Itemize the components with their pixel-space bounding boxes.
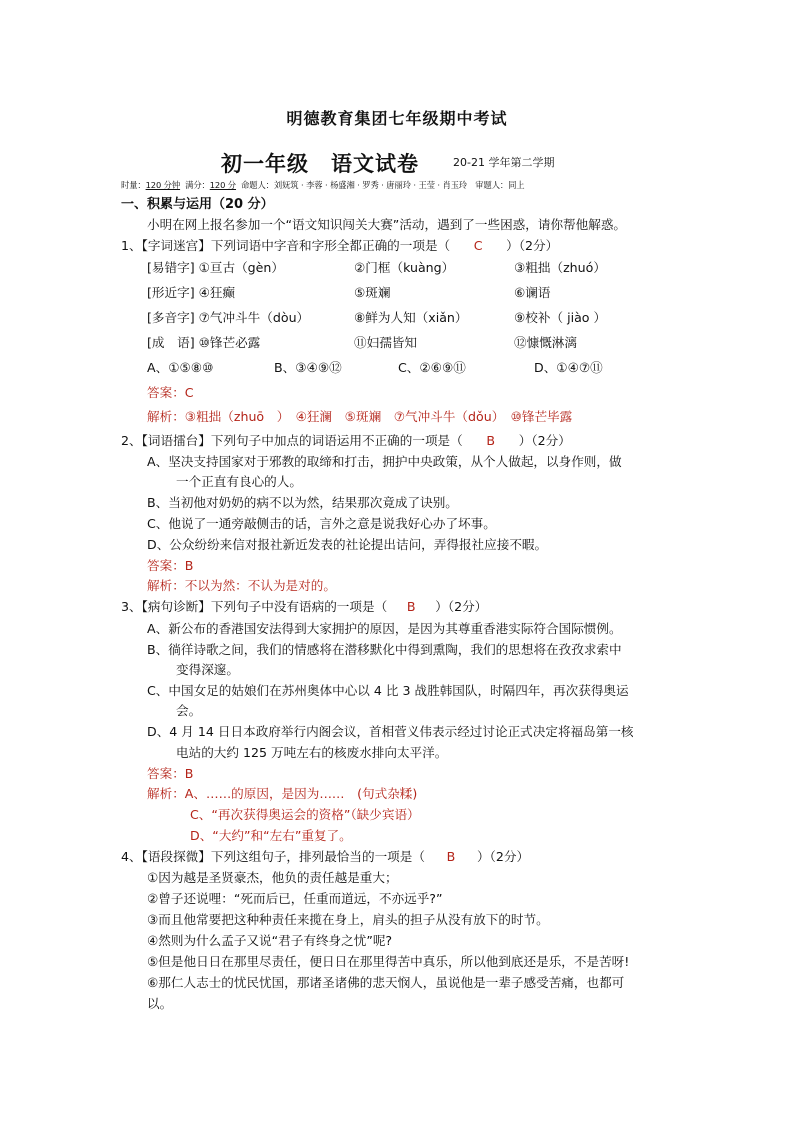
question-4-stem [121,847,529,867]
q1-row-2-col-1: [形近字] ④狂癫 [147,285,236,300]
score-value: 120 分 [209,180,237,190]
q1-option-b: B、③④⑨⑫ [274,360,342,375]
stem-text: 2、【词语擂台】下列句子中加点的词语运用不正确的一项是（ [121,433,463,448]
q1-row-1-col-3: ③粗拙（zhuó） [514,260,606,275]
question-1-stem [121,236,558,256]
stem-tail: ）（2分） [435,599,488,614]
q3-analysis-d: D、“大约”和“左右”重复了。 [190,828,352,843]
q3-option-b-line-1: B、徜徉诗歌之间，我们的情感将在潜移默化中得到熏陶，我们的思想将在孜孜求索中 [147,642,622,657]
q2-option-b: B、当初他对奶奶的病不以为然，结果那次竟成了诀别。 [147,495,458,510]
q4-sentence-6-line-2: 以。 [147,996,173,1011]
exam-meta [121,179,524,191]
q4-sentence-2: ②曾子还说哩：“死而后已，任重而道远，不亦远乎?” [147,891,443,906]
q4-sentence-1: ①因为越是圣贤豪杰，他负的责任越是重大； [147,870,398,885]
question-3-stem [121,597,487,617]
q3-option-d-line-1: D、4 月 14 日日本政府举行内阁会议，首相菅义伟表示经过讨论正式决定将福岛第一核 [147,724,634,739]
q4-sentence-3: ③而且他常要把这种种责任来揽在身上，肩头的担子从没有放下的时节。 [147,912,549,927]
stem-tail: ）（2分） [506,238,559,253]
q2-option-a-line-2: 一个正直有良心的人。 [176,474,302,489]
q3-analysis-c: C、“再次获得奥运会的资格”（缺少宾语） [190,807,420,822]
q1-row-1-col-1: [易错字] ①亘古（gèn） [147,260,285,275]
q3-option-c-line-2: 会。 [176,703,202,718]
q1-row-4-col-3: ⑫慷慨淋漓 [514,335,577,350]
score-label: 满分： [185,180,210,190]
q2-option-c: C、他说了一通旁敲侧击的话，言外之意是说我好心办了坏事。 [147,516,496,531]
q3-option-c-line-1: C、中国女足的姑娘们在苏州奥体中心以 4 比 3 战胜韩国队，时隔四年，再次获得奥运 [147,683,629,698]
setters: 命题人：刘妩筑 · 李蓉 · 杨盛湘 · 罗秀 · 唐丽玲 · 王莹 · 肖玉玲 审题人：同上 [241,180,525,190]
q4-sentence-6-line-1: ⑥那仁人志士的忧民忧国，那诸圣诸佛的悲天悯人，虽说他是一辈子感受苦痛，也都可 [147,975,625,990]
q1-row-2-col-3: ⑥谰语 [514,285,551,300]
q1-row-4-col-1: [成 语] ⑩锋芒必露 [147,335,261,350]
q3-answer: 答案：B [147,766,194,781]
stem-text: 4、【语段探微】下列这组句子，排列最恰当的一项是（ [121,849,425,864]
q2-option-d: D、公众纷纷来信对报社新近发表的社论提出诘问，弄得报社应接不暇。 [147,537,548,552]
q1-option-d: D、①④⑦⑪ [534,360,603,375]
q1-option-a: A、①⑤⑧⑩ [147,360,214,375]
q1-row-3-col-3: ⑨校补（ jiào ） [514,310,607,325]
section-heading: 一、积累与运用（20 分） [121,197,274,212]
q1-row-4-col-2: ⑪妇孺皆知 [354,335,417,350]
section-intro: 小明在网上报名参加一个“语文知识闯关大赛”活动，遇到了一些困惑，请你帮他解惑。 [147,217,627,232]
q1-row-3-col-1: [多音字] ⑦气冲斗牛（dòu） [147,310,310,325]
q2-option-a-line-1: A、坚决支持国家对于邪教的取缔和打击，拥护中央政策，从个人做起，以身作则，做 [147,454,622,469]
q4-sentence-4: ④然则为什么孟子又说“君子有终身之忧”呢? [147,933,393,948]
q4-sentence-5: ⑤但是他日日在那里尽责任，便日日在那里得苦中真乐，所以他到底还是乐，不是苦呀! [147,954,630,969]
q1-analysis: 解析：③粗拙（zhuō ） ④狂澜 ⑤斑斓 ⑦气冲斗牛（dǒu） ⑩锋芒毕露 [147,409,573,424]
stem-text: 1、【字词迷宫】下列词语中字音和字形全都正确的一项是（ [121,238,451,253]
stem-tail: ）（2分） [518,433,571,448]
school-exam-title: 明德教育集团七年级期中考试 [286,109,508,128]
q1-answer: 答案：C [147,385,194,400]
term-label: 20-21 学年第二学期 [453,156,555,169]
q2-answer: 答案：B [147,558,194,573]
q3-option-b-line-2: 变得深邃。 [176,662,239,677]
q1-row-2-col-2: ⑤斑斓 [354,285,391,300]
q3-option-d-line-2: 电站的大约 125 万吨左右的核废水排向太平洋。 [176,745,448,760]
q2-analysis: 解析：不以为然：不认为是对的。 [147,578,336,593]
q3-analysis-a: 解析：A、……的原因，是因为…… (句式杂糅) [147,786,418,801]
time-label: 时量： [121,180,146,190]
answer-mark: B [486,433,496,448]
q1-row-3-col-2: ⑧鲜为人知（xiǎn） [354,310,468,325]
answer-mark: B [446,849,456,864]
stem-tail: ）（2分） [476,849,530,864]
stem-text: 3、【病句诊断】下列句子中没有语病的一项是（ [121,599,388,614]
answer-mark: B [406,599,416,614]
time-value: 120 分钟 [145,180,181,190]
q3-option-a: A、新公布的香港国安法得到大家拥护的原因，是因为其尊重香港实际符合国际惯例。 [147,621,622,636]
question-2-stem [121,431,571,451]
q1-row-1-col-2: ②门框（kuàng） [354,260,455,275]
answer-mark: C [473,238,483,253]
paper-title: 初一年级 语文试卷 [221,151,419,176]
q1-option-c: C、②⑥⑨⑪ [398,360,466,375]
